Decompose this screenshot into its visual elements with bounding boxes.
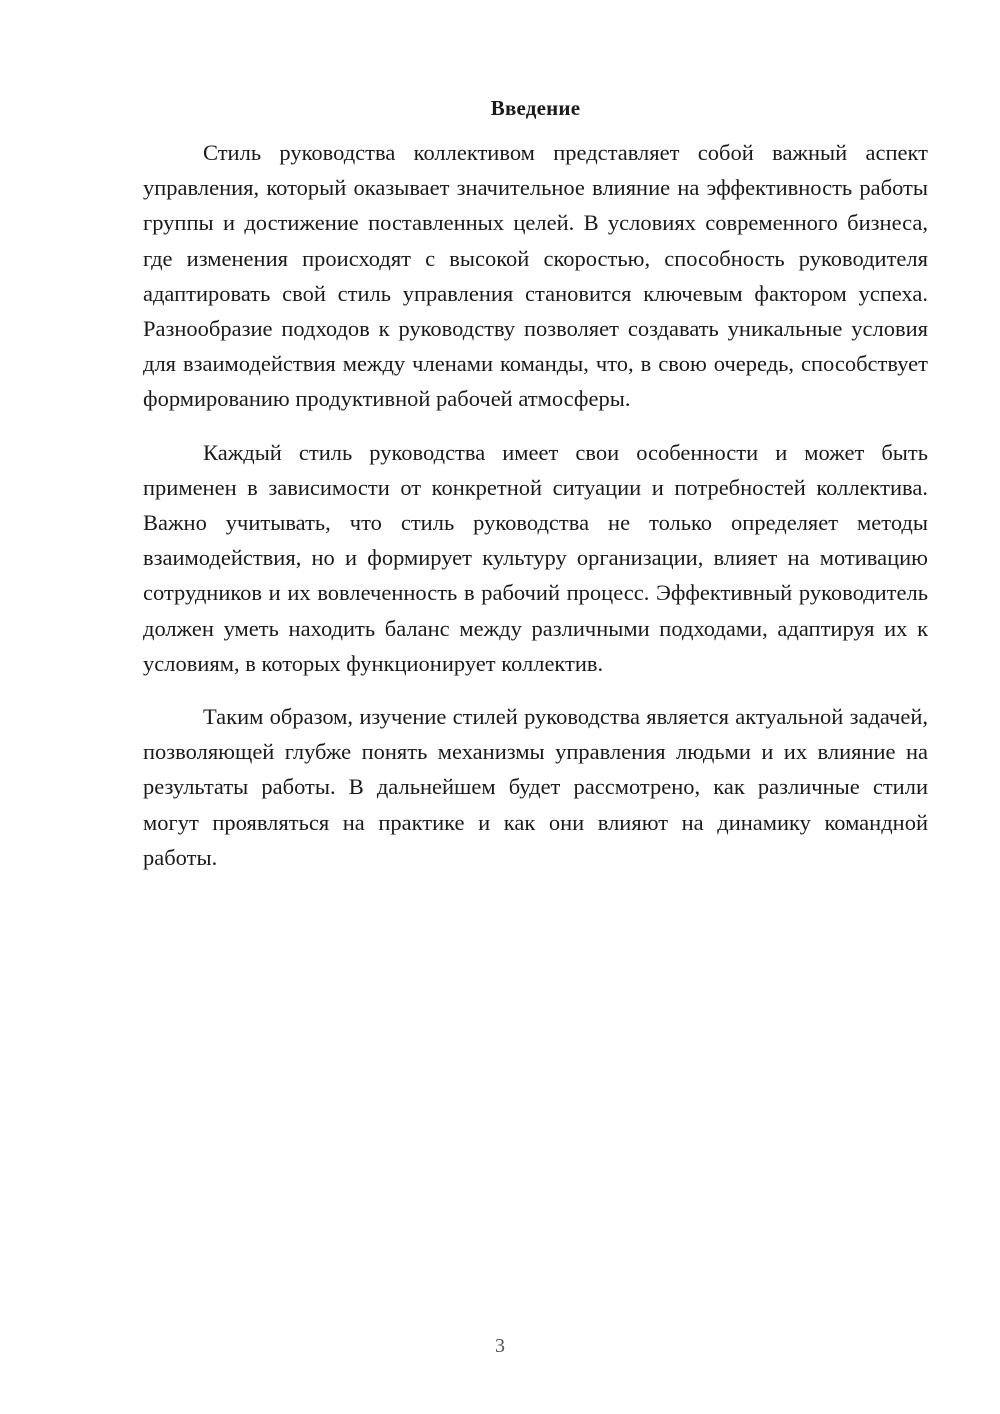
page-number: 3 bbox=[495, 1335, 505, 1357]
paragraph-1: Стиль руководства коллективом представляет собой важный аспект управления, который оказывает значительное влияние на эффективность работы группы и достижение поставленных целей. В условиях современного бизнеса, где изменения происходят с высокой скоростью, способность руководителя адаптировать свой стиль управления становится ключевым фактором успеха. Разнообразие подходов к руководству позволяет создавать уникальные условия для взаимодействия между членами команды, что, в свою очередь, способствует формированию продуктивной рабочей атмосферы. bbox=[143, 140, 928, 412]
paragraph-2: Каждый стиль руководства имеет свои особенности и может быть применен в зависимости от конкретной ситуации и потребностей коллектива. Важно учитывать, что стиль руководства не только определяет методы взаимодействия, но и формирует культуру организации, влияет на мотивацию сотрудников и их вовлеченность в рабочий процесс. Эффективный руководитель должен уметь находить баланс между различными подходами, адаптируя их к условиям, в которых функционирует коллектив. bbox=[143, 439, 928, 676]
section-heading: Введение bbox=[490, 96, 581, 120]
paragraph-3: Таким образом, изучение стилей руководства является актуальной задачей, позволяющей глубже понять механизмы управления людьми и их влияние на результаты работы. В дальнейшем будет рассмотрено, как различные стили могут проявляться на практике и как они влияют на динамику командной работы. bbox=[143, 704, 928, 870]
page-content bbox=[143, 94, 928, 893]
